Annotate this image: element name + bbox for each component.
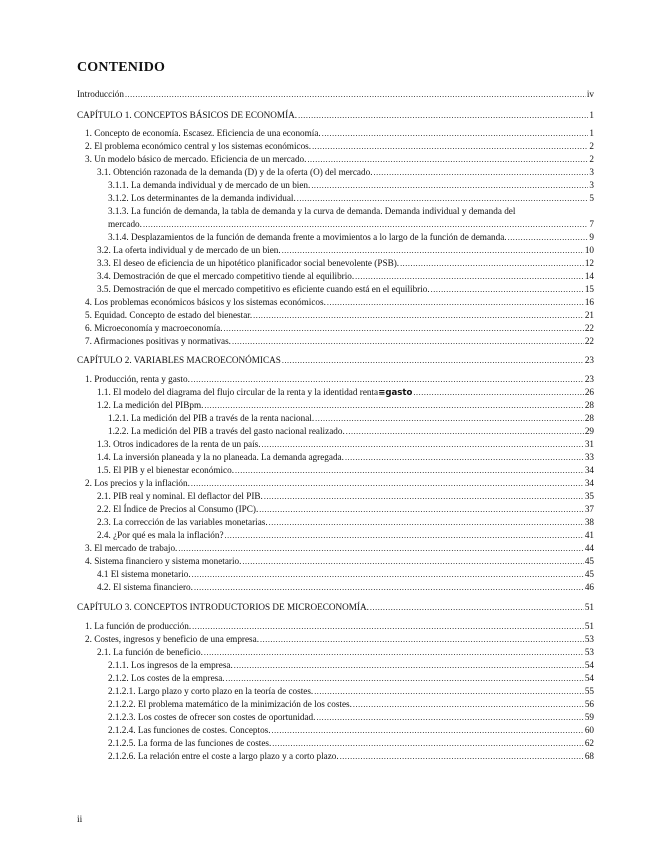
toc-entry-page: 29 — [584, 426, 594, 436]
leader-dots — [235, 465, 584, 477]
leader-dots — [191, 374, 584, 386]
toc-entry[interactable] — [0, 283, 655, 296]
toc-entry[interactable] — [0, 516, 655, 529]
toc-entry-page: 2 — [589, 154, 594, 164]
toc-entry-title: 1. Producción, renta y gasto. — [85, 374, 190, 384]
toc-entry[interactable] — [0, 451, 655, 464]
toc-entry-title: CAPÍTULO 2. VARIABLES MACROECONÓMICAS — [77, 355, 281, 365]
leader-dots — [272, 738, 584, 750]
toc-entry[interactable] — [0, 192, 655, 205]
leader-dots — [298, 110, 588, 122]
toc-entry[interactable] — [0, 412, 655, 425]
toc-entry-page: 28 — [584, 400, 594, 410]
toc-entry[interactable] — [0, 257, 655, 270]
leader-dots — [282, 355, 584, 367]
toc-entry-title: 2.1.1. Los ingresos de la empresa. — [108, 660, 233, 670]
toc-entry-title: 4. Sistema financiero y sistema monetario. — [85, 556, 242, 566]
toc-entry-title: 2.1.2.2. El problema matemático de la minimización de los costes. — [108, 699, 352, 709]
toc-entry-title: 2. Costes, ingresos y beneficio de una empresa. — [85, 634, 260, 644]
page-number: ii — [77, 815, 83, 825]
toc-entry-page: 33 — [584, 452, 594, 462]
toc-entry[interactable] — [0, 555, 655, 568]
toc-entry[interactable] — [0, 698, 655, 711]
toc-entry[interactable] — [0, 711, 655, 724]
leader-dots — [297, 193, 589, 205]
toc-entry-page: 41 — [584, 530, 594, 540]
toc-entry-page: 53 — [584, 634, 594, 644]
toc-entry-page: 10 — [584, 245, 594, 255]
toc-entry[interactable] — [0, 659, 655, 672]
toc-entry[interactable] — [0, 438, 655, 451]
toc-entry-title: 5. Equidad. Concepto de estado del bienestar. — [85, 310, 253, 320]
leader-dots — [327, 297, 584, 309]
toc-entry-page: 3 — [589, 167, 594, 177]
leader-dots — [307, 154, 588, 166]
toc-entry[interactable] — [0, 529, 655, 542]
toc-entry-title: 1.1. El modelo del diagrama del flujo circular de la renta y la identidad renta — [97, 387, 379, 397]
toc-entry-title: 4.2. El sistema financiero. — [97, 582, 193, 592]
leader-dots — [314, 686, 584, 698]
toc-entry-page: 22 — [584, 323, 594, 333]
leader-dots — [225, 530, 584, 542]
toc-entry-page: 23 — [584, 355, 594, 365]
toc-entry-title: 4. Los problemas económicos básicos y los sistemas económicos. — [85, 297, 326, 307]
toc-entry-page: 26 — [584, 387, 594, 397]
toc-entry[interactable] — [0, 581, 655, 594]
leader-dots — [204, 647, 584, 659]
toc-entry-page: 59 — [584, 712, 594, 722]
toc-entry-page: 54 — [584, 660, 594, 670]
toc-entry[interactable] — [0, 309, 655, 322]
toc-entry[interactable] — [0, 672, 655, 685]
leader-dots — [260, 634, 584, 646]
toc-entry-title: Introducción — [77, 89, 124, 99]
toc-chapter-2[interactable] — [0, 354, 655, 367]
leader-dots — [400, 258, 584, 270]
toc-entry[interactable] — [0, 231, 655, 244]
toc-entry[interactable] — [0, 737, 655, 750]
toc-entry-title: 1.4. La inversión planeada y la no planeada. La demanda agregada. — [97, 452, 344, 462]
leader-dots — [264, 491, 584, 503]
leader-dots — [226, 673, 584, 685]
toc-entry-page: 28 — [584, 413, 594, 423]
toc-entry-title: 1. La función de producción. — [85, 621, 192, 631]
toc-entry-title: CAPÍTULO 1. CONCEPTOS BÁSICOS DE ECONOMÍA. — [77, 110, 298, 120]
toc-entry-title: 3.1.3. La función de demanda, la tabla de demanda y la curva de demanda. Demanda individual y demanda del — [108, 206, 516, 216]
toc-entry-page: 22 — [584, 336, 594, 346]
toc-entry[interactable] — [0, 633, 655, 646]
toc-entry-title: 2.1.2.4. Las funciones de costes. Conceptos. — [108, 725, 271, 735]
toc-entry[interactable] — [0, 166, 655, 179]
toc-entry-title: 3. El mercado de trabajo. — [85, 543, 178, 553]
toc-entry-symbol: ≡gasto — [378, 388, 413, 398]
leader-dots — [125, 89, 586, 101]
leader-dots — [374, 167, 589, 179]
leader-dots — [224, 323, 584, 335]
toc-entry-page: 60 — [584, 725, 594, 735]
toc-entry-page: 55 — [584, 686, 594, 696]
leader-dots — [204, 400, 583, 412]
toc-entry-page: 37 — [584, 504, 594, 514]
toc-entry-page: 34 — [584, 478, 594, 488]
leader-dots — [262, 439, 584, 451]
toc-entry[interactable] — [0, 620, 655, 633]
toc-entry-title: 2.4. ¿Por qué es mala la inflación? — [97, 530, 224, 540]
leader-dots — [194, 582, 584, 594]
toc-entry[interactable] — [0, 244, 655, 257]
toc-entry-page: 16 — [584, 297, 594, 307]
toc-entry-page: 9 — [589, 232, 594, 242]
leader-dots — [316, 712, 583, 724]
leader-dots — [346, 426, 584, 438]
toc-entry[interactable] — [0, 386, 655, 399]
toc-entry[interactable] — [0, 373, 655, 386]
toc-entry-title: 3.5. Demostración de que el mercado competitivo es eficiente cuando está en el equilibrio. — [97, 284, 430, 294]
toc-entry-page: 46 — [584, 582, 594, 592]
toc-entry-page: 53 — [584, 647, 594, 657]
leader-dots — [413, 387, 583, 399]
toc-entry[interactable] — [0, 127, 655, 140]
toc-entry[interactable] — [0, 425, 655, 438]
toc-entry-page: 34 — [584, 465, 594, 475]
leader-dots — [178, 543, 583, 555]
toc-entry[interactable] — [0, 568, 655, 581]
leader-dots — [345, 452, 584, 464]
toc-entry-title: 3.2. La oferta individual y de mercado de un bien. — [97, 245, 281, 255]
toc-entry[interactable] — [0, 179, 655, 192]
toc-entry-page: 45 — [584, 569, 594, 579]
toc-entry-page: 15 — [584, 284, 594, 294]
toc-chapter-1[interactable] — [0, 109, 655, 122]
leader-dots — [340, 751, 584, 763]
leader-dots — [192, 621, 584, 633]
toc-entry-page: iv — [586, 89, 594, 99]
toc-entry-title: 2.1.2.5. La forma de las funciones de costes. — [108, 738, 272, 748]
toc-entry[interactable] — [0, 542, 655, 555]
leader-dots — [269, 517, 584, 529]
toc-entry[interactable] — [0, 750, 655, 763]
toc-entry-page: 2 — [589, 141, 594, 151]
toc-entry-page: 3 — [589, 180, 594, 190]
toc-entry[interactable] — [0, 646, 655, 659]
leader-dots — [312, 141, 588, 153]
toc-entry[interactable] — [0, 477, 655, 490]
toc-entry-title: 2.3. La corrección de las variables monetarias. — [97, 517, 268, 527]
toc-entry-title: 1.3. Otros indicadores de la renta de un país. — [97, 439, 261, 449]
leader-dots — [272, 725, 584, 737]
toc-entry-title: 2.1. La función de beneficio. — [97, 647, 203, 657]
leader-dots — [353, 699, 584, 711]
toc-entry-title: 2.1.2.3. Los costes de ofrecer son costes de oportunidad. — [108, 712, 316, 722]
toc-entry-title-continued: mercado. — [108, 219, 142, 229]
leader-dots — [508, 232, 589, 244]
toc-entry[interactable] — [0, 205, 655, 231]
toc-entry-title: 3.1. Obtención razonada de la demanda (D) y de la oferta (O) del mercado. — [97, 167, 373, 177]
toc-entry-page: 21 — [584, 310, 594, 320]
toc-entry-title: 6. Microeconomía y macroeconomía. — [85, 323, 223, 333]
toc-entry[interactable] — [0, 140, 655, 153]
toc-entry-page: 31 — [584, 439, 594, 449]
toc-entry-page: 14 — [584, 271, 594, 281]
toc-entry-title: 4.1 El sistema monetario. — [97, 569, 191, 579]
leader-dots — [232, 336, 584, 348]
toc-entry-title: CAPÍTULO 3. CONCEPTOS INTRODUCTORIOS DE MICROECONOMÍA. — [77, 602, 369, 612]
toc-entry-page: 62 — [584, 738, 594, 748]
toc-entry-introduccion[interactable] — [0, 88, 655, 101]
toc-entry[interactable] — [0, 464, 655, 477]
toc-entry-page: 1 — [589, 110, 594, 120]
toc-entry-page: 23 — [584, 374, 594, 384]
toc-entry-title: 2.2. El Índice de Precios al Consumo (IPC). — [97, 504, 259, 514]
toc-entry-title: 3.1.1. La demanda individual y de mercado de un bien. — [108, 180, 311, 190]
toc-entry[interactable] — [0, 685, 655, 698]
toc-entry-title: 3. Un modelo básico de mercado. Eficiencia de un mercado. — [85, 154, 307, 164]
leader-dots — [322, 128, 589, 140]
toc-chapter-3[interactable] — [0, 601, 655, 614]
leader-dots — [191, 478, 584, 490]
toc-entry-title: 2.1. PIB real y nominal. El deflactor del PIB. — [97, 491, 263, 501]
toc-entry-title: 2.1.2. Los costes de la empresa. — [108, 673, 225, 683]
toc-entry-page: 1 — [589, 128, 594, 138]
leader-dots — [242, 556, 583, 568]
leader-dots — [259, 504, 584, 516]
toc-entry-title: 1.2. La medición del PIBpm. — [97, 400, 204, 410]
toc-entry-title: 2.1.2.1. Largo plazo y corto plazo en la teoría de costes. — [108, 686, 314, 696]
toc-entry-page: 68 — [584, 751, 594, 761]
toc-entry-title: 1. Concepto de economía. Escasez. Eficiencia de una economía. — [85, 128, 321, 138]
toc-entry-title: 1.2.1. La medición del PIB a través de la renta nacional. — [108, 413, 315, 423]
toc-entry[interactable] — [0, 399, 655, 412]
toc-entry[interactable] — [0, 153, 655, 166]
toc-entry-page: 35 — [584, 491, 594, 501]
toc-entry-title: 2. El problema económico central y los sistemas económicos. — [85, 141, 312, 151]
toc-entry-title: 1.5. El PIB y el bienestar económico. — [97, 465, 235, 475]
leader-dots — [315, 413, 584, 425]
leader-dots — [143, 219, 588, 231]
toc-entry-page: 51 — [584, 621, 594, 631]
toc-entry-page: 38 — [584, 517, 594, 527]
toc-entry-title: 7. Afirmaciones positivas y normativas. — [85, 336, 231, 346]
toc-entry[interactable] — [0, 322, 655, 335]
toc-entry-page: 12 — [584, 258, 594, 268]
toc-entry[interactable] — [0, 503, 655, 516]
toc-entry[interactable] — [0, 335, 655, 348]
toc-entry-title: 3.3. El deseo de eficiencia de un hipotético planificador social benevolente (PSB). — [97, 258, 400, 268]
toc-entry-title: 3.1.2. Los determinantes de la demanda individual. — [108, 193, 296, 203]
toc-entry-page: 45 — [584, 556, 594, 566]
leader-dots — [370, 602, 584, 614]
toc-entry-page: 44 — [584, 543, 594, 553]
toc-entry-title: 3.4. Demostración de que el mercado competitivo tiende al equilibrio. — [97, 271, 355, 281]
toc-entry[interactable] — [0, 270, 655, 283]
leader-dots — [234, 660, 584, 672]
toc-entry-page: 56 — [584, 699, 594, 709]
toc-entry-page: 51 — [584, 602, 594, 612]
toc-entry-page: 7 — [589, 219, 594, 229]
toc-entry-page: 5 — [589, 193, 594, 203]
leader-dots — [431, 284, 584, 296]
toc-entry[interactable] — [0, 724, 655, 737]
leader-dots — [253, 310, 584, 322]
page-title: CONTENIDO — [77, 60, 166, 75]
toc-entry[interactable] — [0, 490, 655, 503]
toc-entry-title: 3.1.4. Desplazamientos de la función de demanda frente a movimientos a lo largo de la función de demanda. — [108, 232, 507, 242]
toc-entry-title: 1.2.2. La medición del PIB a través del gasto nacional realizado. — [108, 426, 345, 436]
toc-entry-page: 54 — [584, 673, 594, 683]
leader-dots — [355, 271, 584, 283]
toc-entry[interactable] — [0, 296, 655, 309]
toc-entry-title: 2.1.2.6. La relación entre el coste a largo plazo y a corto plazo. — [108, 751, 339, 761]
leader-dots — [282, 245, 584, 257]
leader-dots — [192, 569, 584, 581]
leader-dots — [311, 180, 588, 192]
toc-entry-title: 2. Los precios y la inflación. — [85, 478, 190, 488]
